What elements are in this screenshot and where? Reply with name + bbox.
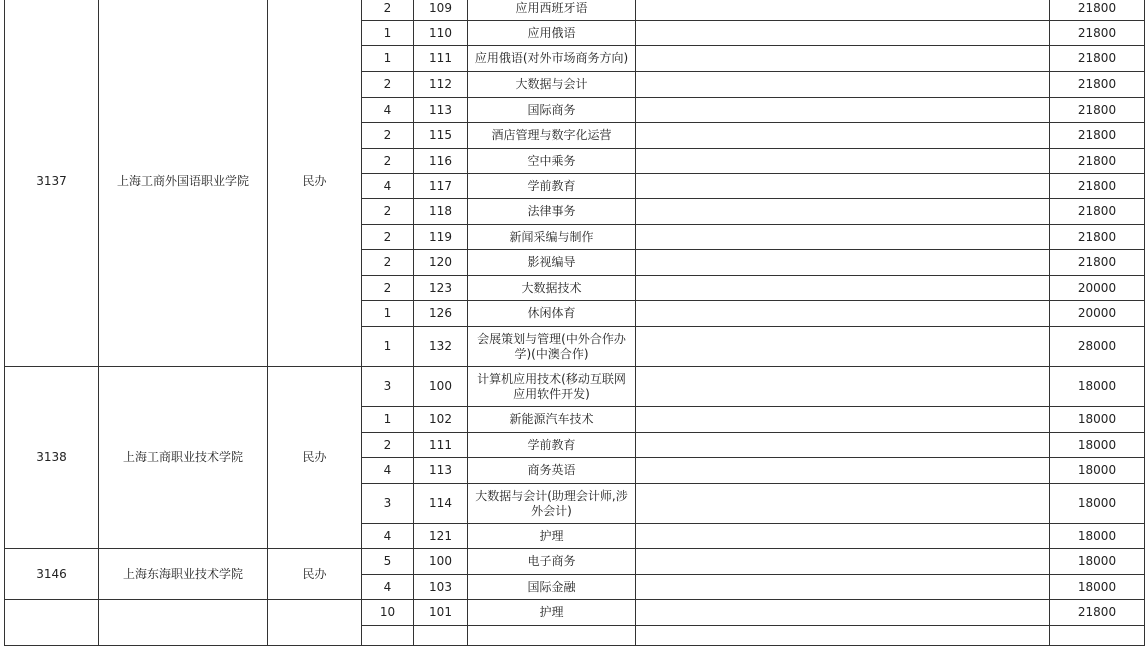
tuition-fee [1050, 626, 1145, 646]
major-code: 102 [414, 407, 468, 433]
remarks-cell [636, 575, 1050, 600]
major-name: 空中乘务 [468, 149, 636, 174]
remarks-cell [636, 276, 1050, 301]
major-code: 113 [414, 98, 468, 123]
tuition-fee: 28000 [1050, 327, 1145, 367]
major-code: 117 [414, 174, 468, 199]
plan-count: 2 [362, 199, 414, 225]
school-type [268, 600, 362, 646]
tuition-fee: 21800 [1050, 21, 1145, 46]
remarks-cell [636, 626, 1050, 646]
major-code: 116 [414, 149, 468, 174]
school-name: 上海工商职业技术学院 [99, 367, 268, 549]
plan-count: 2 [362, 276, 414, 301]
plan-count: 1 [362, 301, 414, 327]
major-code: 132 [414, 327, 468, 367]
major-code: 100 [414, 367, 468, 407]
tuition-fee: 18000 [1050, 524, 1145, 549]
major-name: 酒店管理与数字化运营 [468, 123, 636, 149]
major-code: 111 [414, 433, 468, 458]
remarks-cell [636, 46, 1050, 72]
major-code [414, 626, 468, 646]
major-name: 法律事务 [468, 199, 636, 225]
major-code: 123 [414, 276, 468, 301]
remarks-cell [636, 225, 1050, 250]
tuition-fee: 21800 [1050, 98, 1145, 123]
plan-count: 2 [362, 225, 414, 250]
tuition-fee: 18000 [1050, 367, 1145, 407]
tuition-fee: 21800 [1050, 199, 1145, 225]
school-code: 3137 [5, 0, 99, 367]
school-code: 3146 [5, 549, 99, 600]
major-code: 119 [414, 225, 468, 250]
school-type: 民办 [268, 367, 362, 549]
remarks-cell [636, 407, 1050, 433]
remarks-cell [636, 123, 1050, 149]
remarks-cell [636, 367, 1050, 407]
plan-count: 3 [362, 484, 414, 524]
major-name: 应用俄语 [468, 21, 636, 46]
remarks-cell [636, 0, 1050, 21]
admission-plan-table [4, 0, 1145, 646]
plan-count: 10 [362, 600, 414, 626]
major-name: 影视编导 [468, 250, 636, 276]
major-code: 121 [414, 524, 468, 549]
major-name: 新闻采编与制作 [468, 225, 636, 250]
major-code: 101 [414, 600, 468, 626]
major-code: 115 [414, 123, 468, 149]
plan-count: 4 [362, 524, 414, 549]
major-name: 会展策划与管理(中外合作办学)(中澳合作) [468, 327, 636, 367]
major-code: 114 [414, 484, 468, 524]
remarks-cell [636, 199, 1050, 225]
tuition-fee: 21800 [1050, 46, 1145, 72]
major-name: 大数据与会计 [468, 72, 636, 98]
plan-count: 1 [362, 327, 414, 367]
plan-count: 2 [362, 433, 414, 458]
plan-count: 4 [362, 174, 414, 199]
major-code: 111 [414, 46, 468, 72]
table-body [5, 0, 1145, 646]
major-code: 100 [414, 549, 468, 575]
remarks-cell [636, 433, 1050, 458]
tuition-fee: 20000 [1050, 276, 1145, 301]
tuition-fee: 21800 [1050, 149, 1145, 174]
tuition-fee: 21800 [1050, 250, 1145, 276]
remarks-cell [636, 549, 1050, 575]
major-name: 商务英语 [468, 458, 636, 484]
major-code: 110 [414, 21, 468, 46]
tuition-fee: 20000 [1050, 301, 1145, 327]
major-name: 护理 [468, 600, 636, 626]
remarks-cell [636, 484, 1050, 524]
major-name: 应用俄语(对外市场商务方向) [468, 46, 636, 72]
plan-count: 2 [362, 149, 414, 174]
major-code: 109 [414, 0, 468, 21]
remarks-cell [636, 98, 1050, 123]
plan-count: 4 [362, 458, 414, 484]
remarks-cell [636, 174, 1050, 199]
remarks-cell [636, 458, 1050, 484]
tuition-fee: 18000 [1050, 549, 1145, 575]
remarks-cell [636, 327, 1050, 367]
table-row [5, 367, 1145, 407]
plan-count: 2 [362, 72, 414, 98]
school-code [5, 600, 99, 646]
table-row [5, 549, 1145, 575]
plan-count: 2 [362, 123, 414, 149]
tuition-fee: 18000 [1050, 484, 1145, 524]
tuition-fee: 21800 [1050, 72, 1145, 98]
plan-count: 1 [362, 21, 414, 46]
major-name: 学前教育 [468, 433, 636, 458]
major-code: 118 [414, 199, 468, 225]
tuition-fee: 21800 [1050, 225, 1145, 250]
school-name: 上海东海职业技术学院 [99, 549, 268, 600]
major-name: 电子商务 [468, 549, 636, 575]
major-name: 大数据与会计(助理会计师,涉外会计) [468, 484, 636, 524]
school-code: 3138 [5, 367, 99, 549]
major-name: 新能源汽车技术 [468, 407, 636, 433]
school-type: 民办 [268, 0, 362, 367]
plan-count: 1 [362, 407, 414, 433]
major-name: 大数据技术 [468, 276, 636, 301]
table-row [5, 0, 1145, 21]
tuition-fee: 18000 [1050, 575, 1145, 600]
plan-count: 1 [362, 46, 414, 72]
tuition-fee: 18000 [1050, 433, 1145, 458]
major-code: 112 [414, 72, 468, 98]
remarks-cell [636, 149, 1050, 174]
remarks-cell [636, 72, 1050, 98]
school-name: 上海工商外国语职业学院 [99, 0, 268, 367]
major-code: 103 [414, 575, 468, 600]
tuition-fee: 21800 [1050, 0, 1145, 21]
major-code: 113 [414, 458, 468, 484]
tuition-fee: 21800 [1050, 174, 1145, 199]
school-type: 民办 [268, 549, 362, 600]
plan-count: 4 [362, 98, 414, 123]
plan-count [362, 626, 414, 646]
plan-count: 2 [362, 0, 414, 21]
major-name: 计算机应用技术(移动互联网应用软件开发) [468, 367, 636, 407]
remarks-cell [636, 301, 1050, 327]
major-name: 应用西班牙语 [468, 0, 636, 21]
major-name: 休闲体育 [468, 301, 636, 327]
remarks-cell [636, 600, 1050, 626]
major-name: 国际金融 [468, 575, 636, 600]
plan-count: 2 [362, 250, 414, 276]
tuition-fee: 21800 [1050, 600, 1145, 626]
remarks-cell [636, 250, 1050, 276]
plan-count: 4 [362, 575, 414, 600]
major-name: 国际商务 [468, 98, 636, 123]
major-name [468, 626, 636, 646]
tuition-fee: 18000 [1050, 458, 1145, 484]
major-code: 120 [414, 250, 468, 276]
major-code: 126 [414, 301, 468, 327]
tuition-fee: 18000 [1050, 407, 1145, 433]
major-name: 学前教育 [468, 174, 636, 199]
school-name [99, 600, 268, 646]
tuition-fee: 21800 [1050, 123, 1145, 149]
remarks-cell [636, 21, 1050, 46]
plan-count: 3 [362, 367, 414, 407]
plan-count: 5 [362, 549, 414, 575]
major-name: 护理 [468, 524, 636, 549]
remarks-cell [636, 524, 1050, 549]
table-row [5, 600, 1145, 626]
